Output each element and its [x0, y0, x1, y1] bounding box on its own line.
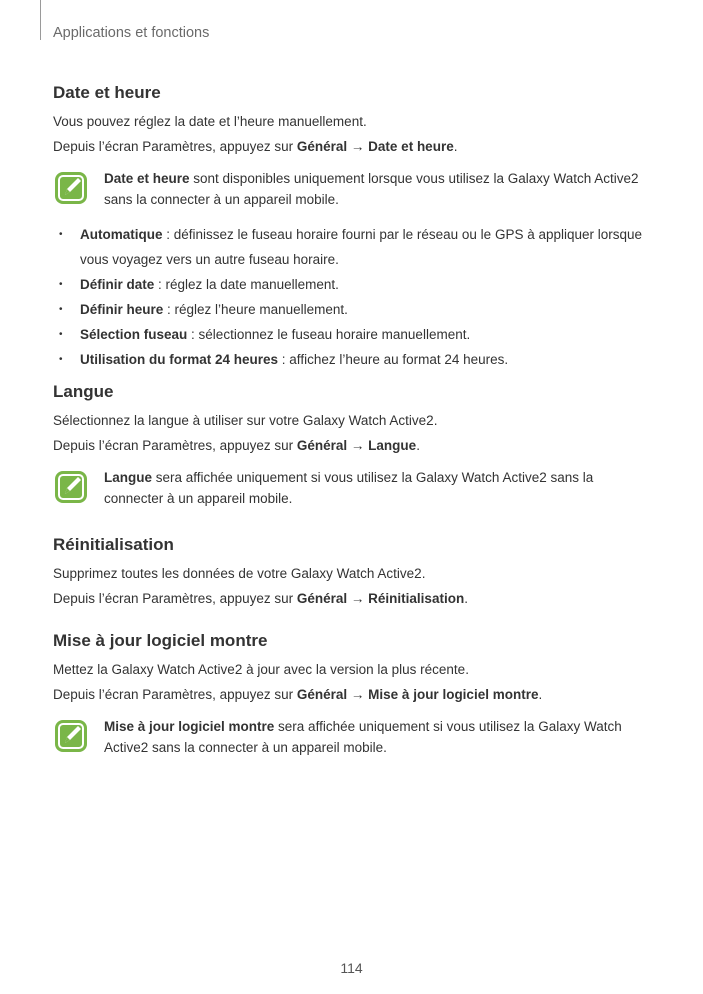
- heading-reinitialisation: Réinitialisation: [53, 535, 174, 554]
- heading-date-heure: Date et heure: [53, 83, 161, 102]
- section-langue: [53, 381, 653, 509]
- list-item: • Utilisation du format 24 heures : affichez l’heure au format 24 heures.: [53, 347, 653, 372]
- options-list: [53, 222, 653, 372]
- note-date-heure: Date et heure sont disponibles uniquement lorsque vous utilisez la Galaxy Watch Active2 sans la connecter à un appareil mobile.: [53, 168, 653, 210]
- heading-mise-a-jour: Mise à jour logiciel montre: [53, 631, 268, 650]
- note-pencil-icon: [53, 170, 89, 206]
- note-pencil-icon: [53, 718, 89, 754]
- list-item: • Définir heure : réglez l’heure manuellement.: [53, 297, 653, 322]
- page-number: 114: [340, 960, 363, 976]
- intro-mise-a-jour: Mettez la Galaxy Watch Active2 à jour avec la version la plus récente.: [53, 662, 469, 677]
- page-header: Applications et fonctions: [53, 25, 210, 41]
- list-item: • Automatique : définissez le fuseau horaire fourni par le réseau ou le GPS à appliquer lorsque vous voyagez vers un autre fuseau horaire.: [53, 222, 653, 272]
- list-item: • Sélection fuseau : sélectionnez le fuseau horaire manuellement.: [53, 322, 653, 347]
- note-mise-a-jour: Mise à jour logiciel montre sera affichée uniquement si vous utilisez la Galaxy Watch Active2 sans la connecter à un appareil mobile.: [53, 716, 653, 758]
- intro-date-heure: Vous pouvez réglez la date et l’heure manuellement.: [53, 114, 367, 129]
- path-reinitialisation: Depuis l’écran Paramètres, appuyez sur Général → Réinitialisation.: [53, 591, 468, 606]
- header-rule: [40, 0, 41, 40]
- heading-langue: Langue: [53, 382, 114, 401]
- intro-langue: Sélectionnez la langue à utiliser sur votre Galaxy Watch Active2.: [53, 413, 438, 428]
- list-item: • Définir date : réglez la date manuellement.: [53, 272, 653, 297]
- path-langue: Depuis l’écran Paramètres, appuyez sur Général → Langue.: [53, 438, 420, 453]
- path-date-heure: Depuis l’écran Paramètres, appuyez sur Général → Date et heure.: [53, 139, 458, 154]
- note-pencil-icon: [53, 469, 89, 505]
- section-reinitialisation: [53, 534, 653, 611]
- note-langue: Langue sera affichée uniquement si vous utilisez la Galaxy Watch Active2 sans la connecter à un appareil mobile.: [53, 467, 653, 509]
- section-date-heure: [53, 82, 653, 372]
- path-mise-a-jour: Depuis l’écran Paramètres, appuyez sur Général → Mise à jour logiciel montre.: [53, 687, 543, 702]
- intro-reinitialisation: Supprimez toutes les données de votre Galaxy Watch Active2.: [53, 566, 426, 581]
- section-mise-a-jour: [53, 630, 653, 758]
